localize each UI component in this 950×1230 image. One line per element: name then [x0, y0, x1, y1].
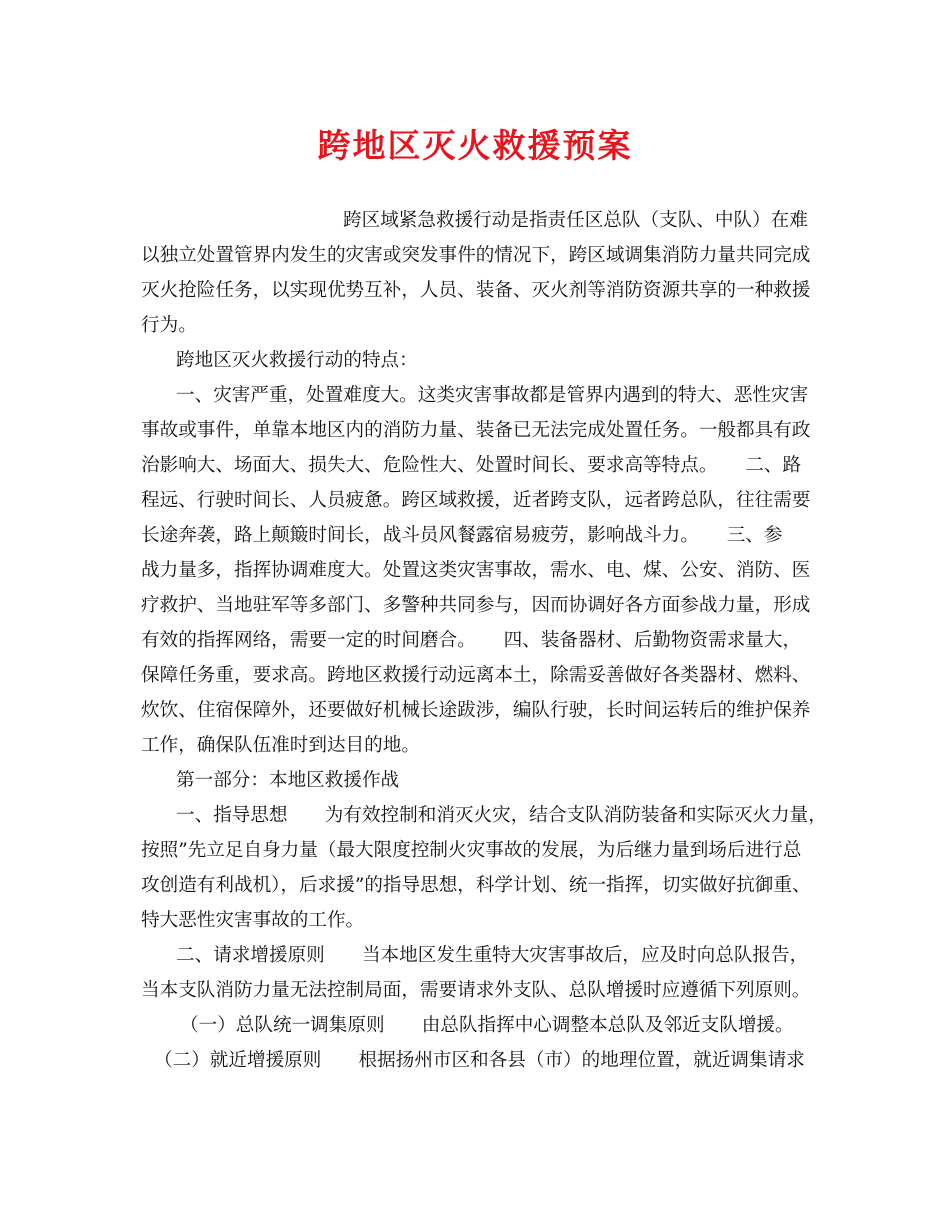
paragraph-line: 炊饮、住宿保障外，还要做好机械长途跋涉，编队行驶，长时间运转后的维护保养: [141, 700, 811, 721]
paragraph-line: 跨地区灭火救援行动的特点：: [176, 350, 418, 371]
paragraph-line: 事故或事件，单靠本地区内的消防力量、装备已无法完成处置任务。一般都具有政: [141, 420, 811, 441]
paragraph-line: 按照”先立足自身力量（最大限度控制火灾事故的发展，为后继力量到场后进行总: [141, 840, 802, 861]
paragraph-line: 跨区域紧急救援行动是指责任区总队（支队、中队）在难: [343, 210, 808, 231]
paragraph-line: 当本支队消防力量无法控制局面，需要请求外支队、总队增援时应遵循下列原则。: [141, 980, 811, 1001]
paragraph-line: 攻创造有利战机），后求援”的指导思想，科学计划、统一指挥，切实做好抗御重、: [141, 875, 811, 896]
paragraph-line: 二、请求增援原则 当本地区发生重特大灾害事故后，应及时向总队报告，: [176, 945, 809, 966]
paragraph-line: （二）就近增援原则 根据扬州市区和各县（市）的地理位置，就近调集请求: [154, 1050, 805, 1071]
paragraph-line: 工作，确保队伍准时到达目的地。: [141, 735, 420, 756]
paragraph-line: 疗救护、当地驻军等多部门、多警种共同参与，因而协调好各方面参战力量，形成: [141, 595, 811, 616]
paragraph-line: 以独立处置管界内发生的灾害或突发事件的情况下，跨区域调集消防力量共同完成: [141, 245, 811, 266]
section-heading: 第一部分：本地区救援作战: [176, 770, 400, 791]
paragraph-line: 灭火抢险任务，以实现优势互补，人员、装备、灭火剂等消防资源共享的一种救援: [141, 280, 811, 301]
paragraph-line: 有效的指挥网络，需要一定的时间磨合。 四、装备器材、后勤物资需求量大，: [141, 630, 802, 651]
paragraph-line: 战力量多，指挥协调难度大。处置这类灾害事故，需水、电、煤、公安、消防、医: [141, 560, 811, 581]
paragraph-line: 特大恶性灾害事故的工作。: [141, 910, 365, 931]
paragraph-line: 一、灾害严重，处置难度大。这类灾害事故都是管界内遇到的特大、恶性灾害: [176, 385, 809, 406]
paragraph-line: 行为。: [141, 315, 197, 336]
paragraph-line: 治影响大、场面大、损失大、危险性大、处置时间长、要求高等特点。 二、路: [141, 455, 802, 476]
paragraph-line: 长途奔袭，路上颠簸时间长，战斗员风餐露宿易疲劳，影响战斗力。 三、参: [141, 525, 783, 546]
paragraph-line: 保障任务重，要求高。跨地区救援行动远离本土，除需妥善做好各类器材、燃料、: [141, 665, 811, 686]
paragraph-line: 程远、行驶时间长、人员疲惫。跨区域救援，近者跨支队，远者跨总队，往往需要: [141, 490, 811, 511]
paragraph-line: （一）总队统一调集原则 由总队指挥中心调整本总队及邻近支队增援。: [180, 1015, 794, 1036]
paragraph-line: 一、指导思想 为有效控制和消灭火灾，结合支队消防装备和实际灭火力量，: [176, 805, 827, 826]
document-title: 跨地区灭火救援预案: [317, 126, 633, 165]
